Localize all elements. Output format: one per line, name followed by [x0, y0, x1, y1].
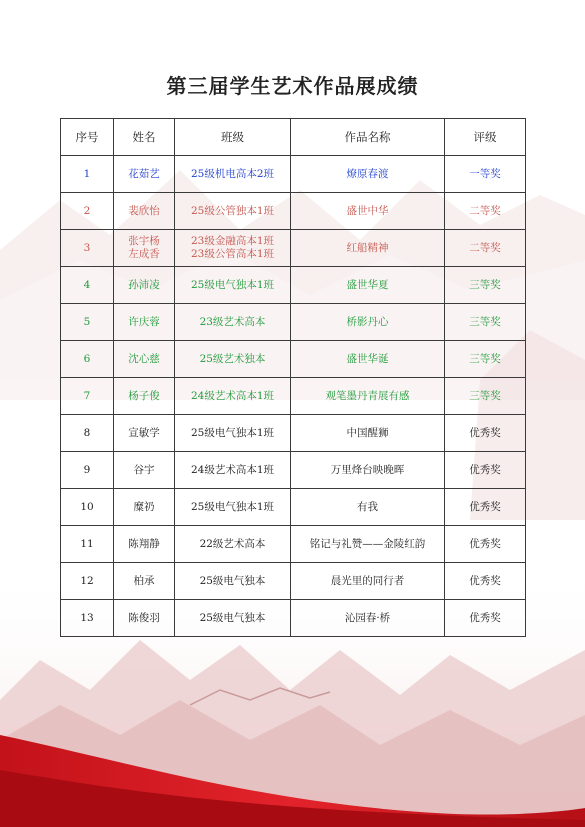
row-name: 裴欣怡 — [114, 193, 175, 230]
table-row — [61, 563, 526, 600]
header-class: 班级 — [175, 119, 291, 156]
row-award: 优秀奖 — [445, 526, 526, 563]
table-header-row — [61, 119, 526, 156]
row-name: 糜礽 — [114, 489, 175, 526]
table-row — [61, 600, 526, 637]
row-award: 优秀奖 — [445, 563, 526, 600]
row-class-line2: 23级公管高本1班 — [190, 248, 275, 260]
row-class: 23级艺术高本 — [175, 304, 291, 341]
row-work: 盛世中华 — [291, 193, 445, 230]
row-work: 红船精神 — [291, 230, 445, 267]
row-award: 三等奖 — [445, 304, 526, 341]
row-name: 宣敏学 — [114, 415, 175, 452]
row-award: 三等奖 — [445, 267, 526, 304]
row-work: 铭记与礼赞——金陵红韵 — [291, 526, 445, 563]
row-name: 杨子俊 — [114, 378, 175, 415]
row-seq: 6 — [61, 341, 114, 378]
row-class: 25级电气独本 — [175, 600, 291, 637]
row-work: 盛世华诞 — [291, 341, 445, 378]
row-work: 观笔墨丹青展有感 — [291, 378, 445, 415]
row-work: 沁园春·桥 — [291, 600, 445, 637]
row-name: 柏承 — [114, 563, 175, 600]
row-seq: 3 — [61, 230, 114, 267]
row-class — [175, 230, 291, 267]
row-award: 三等奖 — [445, 378, 526, 415]
row-class: 25级机电高本2班 — [175, 156, 291, 193]
row-name: 谷宇 — [114, 452, 175, 489]
table-row — [61, 230, 526, 267]
table-row — [61, 526, 526, 563]
results-table — [60, 118, 526, 637]
row-seq: 12 — [61, 563, 114, 600]
row-award: 一等奖 — [445, 156, 526, 193]
row-name: 陈俊羽 — [114, 600, 175, 637]
row-seq: 5 — [61, 304, 114, 341]
row-class: 25级电气独本1班 — [175, 267, 291, 304]
row-seq: 9 — [61, 452, 114, 489]
row-seq: 2 — [61, 193, 114, 230]
row-seq: 4 — [61, 267, 114, 304]
table-row — [61, 341, 526, 378]
table-row — [61, 267, 526, 304]
row-work: 中国醒狮 — [291, 415, 445, 452]
row-award: 优秀奖 — [445, 415, 526, 452]
table-row — [61, 193, 526, 230]
row-seq: 11 — [61, 526, 114, 563]
row-class: 22级艺术高本 — [175, 526, 291, 563]
row-class: 24级艺术高本1班 — [175, 378, 291, 415]
row-award: 二等奖 — [445, 193, 526, 230]
row-class: 25级艺术独本 — [175, 341, 291, 378]
row-class: 25级公管独本1班 — [175, 193, 291, 230]
row-class-line1: 23级金融高本1班 — [190, 235, 275, 247]
row-seq: 13 — [61, 600, 114, 637]
row-class: 25级电气独本 — [175, 563, 291, 600]
header-award: 评级 — [445, 119, 526, 156]
row-name: 许庆蓉 — [114, 304, 175, 341]
row-seq: 1 — [61, 156, 114, 193]
header-work: 作品名称 — [291, 119, 445, 156]
header-name: 姓名 — [114, 119, 175, 156]
table-row — [61, 304, 526, 341]
row-work: 晨光里的同行者 — [291, 563, 445, 600]
row-award: 优秀奖 — [445, 452, 526, 489]
row-work: 万里烽台映晚晖 — [291, 452, 445, 489]
row-name-line1: 张宇杨 — [128, 235, 160, 247]
table-row — [61, 156, 526, 193]
row-name: 沈心慈 — [114, 341, 175, 378]
page-title: 第三届学生艺术作品展成绩 — [166, 74, 419, 98]
row-name: 花茹艺 — [114, 156, 175, 193]
row-name: 陈翔静 — [114, 526, 175, 563]
row-award: 二等奖 — [445, 230, 526, 267]
row-name — [114, 230, 175, 267]
table-row — [61, 378, 526, 415]
row-work: 桥影丹心 — [291, 304, 445, 341]
row-seq: 10 — [61, 489, 114, 526]
row-name: 孙沛凌 — [114, 267, 175, 304]
table-row — [61, 415, 526, 452]
table-row — [61, 452, 526, 489]
row-work: 盛世华夏 — [291, 267, 445, 304]
header-seq: 序号 — [61, 119, 114, 156]
row-work: 有我 — [291, 489, 445, 526]
row-award: 优秀奖 — [445, 489, 526, 526]
row-award: 优秀奖 — [445, 600, 526, 637]
row-seq: 7 — [61, 378, 114, 415]
row-class: 24级艺术高本1班 — [175, 452, 291, 489]
row-award: 三等奖 — [445, 341, 526, 378]
row-name-line2: 左成香 — [128, 248, 160, 260]
row-class: 25级电气独本1班 — [175, 489, 291, 526]
row-class: 25级电气独本1班 — [175, 415, 291, 452]
row-seq: 8 — [61, 415, 114, 452]
table-row — [61, 489, 526, 526]
row-work: 燎原春渡 — [291, 156, 445, 193]
